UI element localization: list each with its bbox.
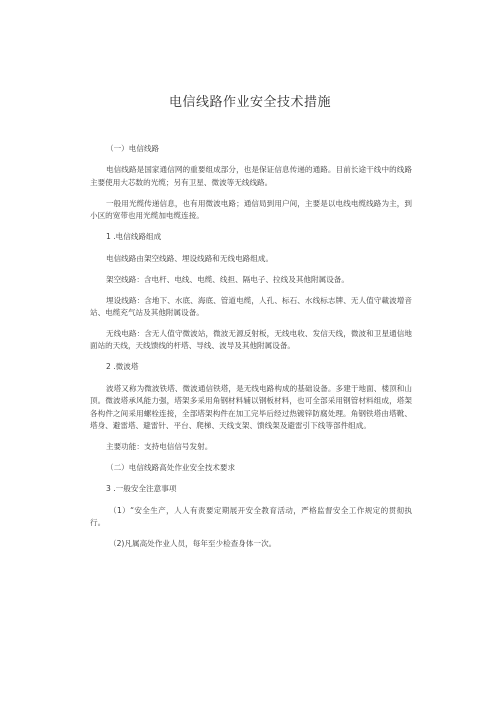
body-paragraph: 主要功能：支持电信信号发射。 <box>106 442 213 452</box>
body-paragraph: 波塔又称为微波铁塔、微波通信铁塔，是无线电路构成的基础设备。多建于地面、楼顶和山顶。微波塔承风能力强，塔架多采用角钢材料辅以钢板材料，也可全部采用钢管材料组成，塔架各构件之间采用螺栓连接，全部塔架构件在加工完毕后经过热镀锌防腐处理。角钢铁塔由塔靴、塔身、避雷塔、避雷针、平台、爬梯、天线支架、馈线架及避雷引下线等部件组成。 <box>90 383 412 431</box>
body-paragraph: 埋设线路：含地下、水底、海底、管道电缆，人孔、标石、水线标志牌、无人值守載波增音站、电缆充气站及其他附属设备。 <box>90 295 412 318</box>
numbered-item: （2)凡属高处作业人员，每年至少检查身体一次。 <box>109 539 277 549</box>
numbered-item: （1）“安全生产，人人有责要定期展开安全教育活动，严格监督安全工作规定的贯彻执行。 <box>90 505 412 528</box>
subsection-heading: 1 .电信线路组成 <box>106 232 162 242</box>
document-body <box>90 143 412 559</box>
body-paragraph: 电信线路由架空线路、埋设线路和无线电路组成。 <box>106 253 274 263</box>
subsection-heading: 3 .一般安全注意事项 <box>106 484 177 494</box>
section-heading: （一）电信线路 <box>106 144 160 153</box>
body-paragraph: 一般用光缆传递信息，也有用微波电路；通信局到用户间，主要是以电线电缆线路为主，到小区的宽带也用光缆加电缆连接。 <box>90 198 412 221</box>
body-paragraph: 架空线路：含电杆、电线、电缆、线担、隔电子、拉线及其他附属设备。 <box>106 274 349 284</box>
body-paragraph: 无线电路：含无人值守微波站，微波无源反射板，无线电收、发信天线，微波和卫星通信地面站的天线，天线馈线的杆塔、导线、波导及其他附属设备。 <box>90 329 412 351</box>
document-title: 电信线路作业安全技术措施 <box>168 95 331 110</box>
section-heading: （二）电信线路高处作业安全技术要求 <box>106 463 236 473</box>
subsection-heading: 2 .微波塔 <box>106 362 139 372</box>
body-paragraph: 电信线路是国家通信网的重要组成部分，也是保证信息传递的通路。目前长途干线中的线路主要使用大芯数的光缆；另有卫星、微波等无线线路。 <box>90 165 412 187</box>
